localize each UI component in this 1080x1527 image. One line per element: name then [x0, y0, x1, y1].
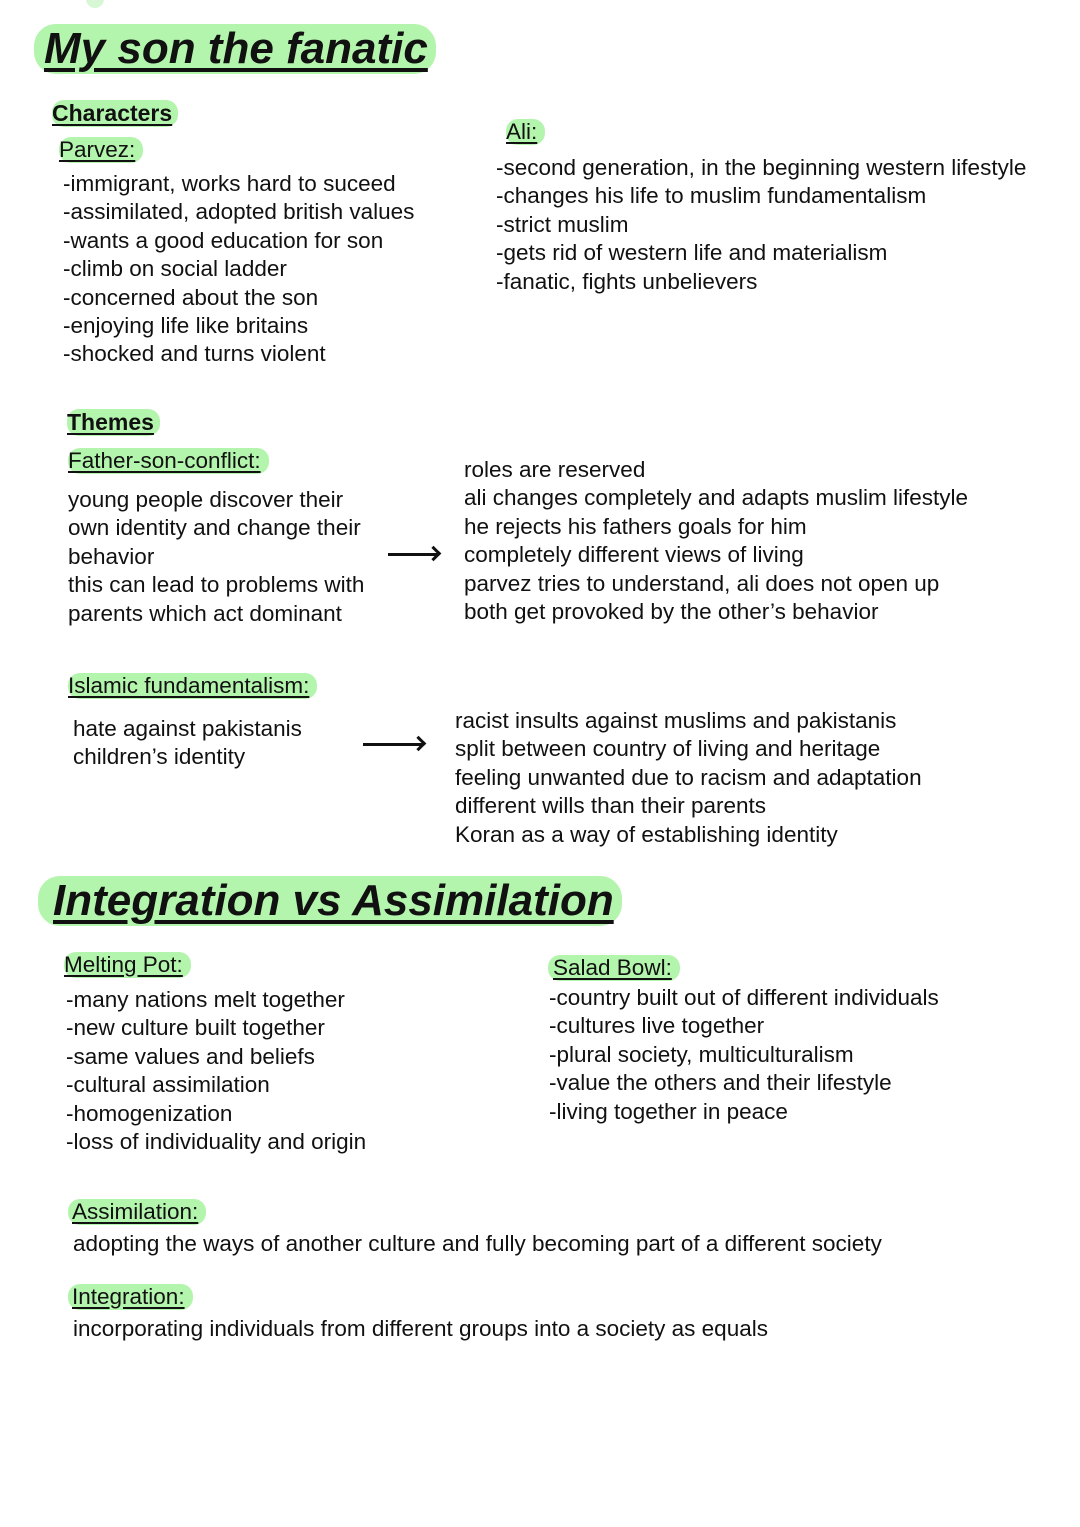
salad-bowl-list: [549, 984, 939, 1126]
list-item: -concerned about the son: [63, 284, 319, 310]
father-son-left: [68, 486, 364, 628]
text-line: completely different views of living: [464, 542, 804, 568]
text-line: both get provoked by the other’s behavior: [464, 599, 879, 625]
arrow-right-icon: [363, 743, 423, 746]
list-item: -second generation, in the beginning western lifestyle: [496, 155, 1027, 180]
list-item: -strict muslim: [496, 211, 629, 237]
list-item: -same values and beliefs: [66, 1043, 315, 1069]
arrow-right-icon: [388, 553, 438, 556]
text-line: children’s identity: [73, 744, 246, 770]
themes-heading: Themes: [67, 409, 160, 436]
list-item: -assimilated, adopted british values: [63, 199, 415, 225]
integration-definition: incorporating individuals from different groups into a society as equals: [73, 1316, 768, 1341]
text-line: racist insults against muslims and pakistanis: [455, 708, 897, 733]
assimilation-definition: adopting the ways of another culture and fully becoming part of a different society: [73, 1231, 882, 1256]
page-title: My son the fanatic: [34, 24, 436, 74]
text-line: hate against pakistanis: [73, 716, 302, 741]
text-line: different wills than their parents: [455, 793, 767, 819]
text-line: feeling unwanted due to racism and adaptation: [455, 764, 922, 790]
list-item: -cultural assimilation: [66, 1072, 270, 1098]
text-line: own identity and change their: [68, 515, 361, 541]
list-item: -cultures live together: [549, 1013, 765, 1039]
list-item: -plural society, multiculturalism: [549, 1041, 854, 1067]
list-item: -wants a good education for son: [63, 227, 384, 253]
text-line: young people discover their: [68, 487, 344, 512]
text-line: roles are reserved: [464, 457, 646, 482]
list-item: -fanatic, fights unbelievers: [496, 268, 758, 294]
list-item: -value the others and their lifestyle: [549, 1070, 892, 1096]
islamic-left: [73, 715, 302, 772]
text-line: ali changes completely and adapts muslim lifestyle: [464, 485, 968, 511]
parvez-label: Parvez:: [59, 137, 143, 163]
melting-pot-label: Melting Pot:: [64, 952, 191, 978]
father-son-label: Father-son-conflict:: [68, 448, 269, 474]
islamic-fundamentalism-label: Islamic fundamentalism:: [68, 673, 317, 699]
ali-label: Ali:: [506, 119, 545, 145]
characters-heading: Characters: [52, 100, 178, 127]
islamic-right: [455, 707, 922, 849]
parvez-list: [63, 170, 414, 369]
father-son-right: [464, 456, 968, 626]
list-item: -loss of individuality and origin: [66, 1129, 367, 1155]
integration-label: Integration:: [68, 1284, 193, 1310]
list-item: -immigrant, works hard to suceed: [63, 171, 396, 196]
text-line: behavior: [68, 543, 155, 569]
list-item: -country built out of different individuals: [549, 985, 939, 1010]
text-line: he rejects his fathers goals for him: [464, 513, 807, 539]
melting-pot-list: [66, 986, 366, 1156]
list-item: -climb on social ladder: [63, 256, 287, 282]
list-item: -new culture built together: [66, 1015, 325, 1041]
list-item: -homogenization: [66, 1100, 233, 1126]
text-line: this can lead to problems with: [68, 572, 365, 598]
list-item: -living together in peace: [549, 1098, 788, 1124]
highlight-dot: [86, 0, 104, 8]
ali-list: [496, 154, 1026, 296]
list-item: -many nations melt together: [66, 987, 345, 1012]
text-line: split between country of living and heritage: [455, 736, 881, 762]
text-line: Koran as a way of establishing identity: [455, 821, 838, 847]
text-line: parvez tries to understand, ali does not open up: [464, 570, 940, 596]
text-line: parents which act dominant: [68, 600, 342, 626]
list-item: -shocked and turns violent: [63, 341, 326, 367]
section-title: Integration vs Assimilation: [38, 876, 622, 926]
list-item: -changes his life to muslim fundamentalism: [496, 183, 927, 209]
assimilation-label: Assimilation:: [68, 1199, 206, 1225]
salad-bowl-label: Salad Bowl:: [548, 955, 680, 981]
list-item: -enjoying life like britains: [63, 313, 309, 339]
list-item: -gets rid of western life and materialism: [496, 240, 888, 266]
